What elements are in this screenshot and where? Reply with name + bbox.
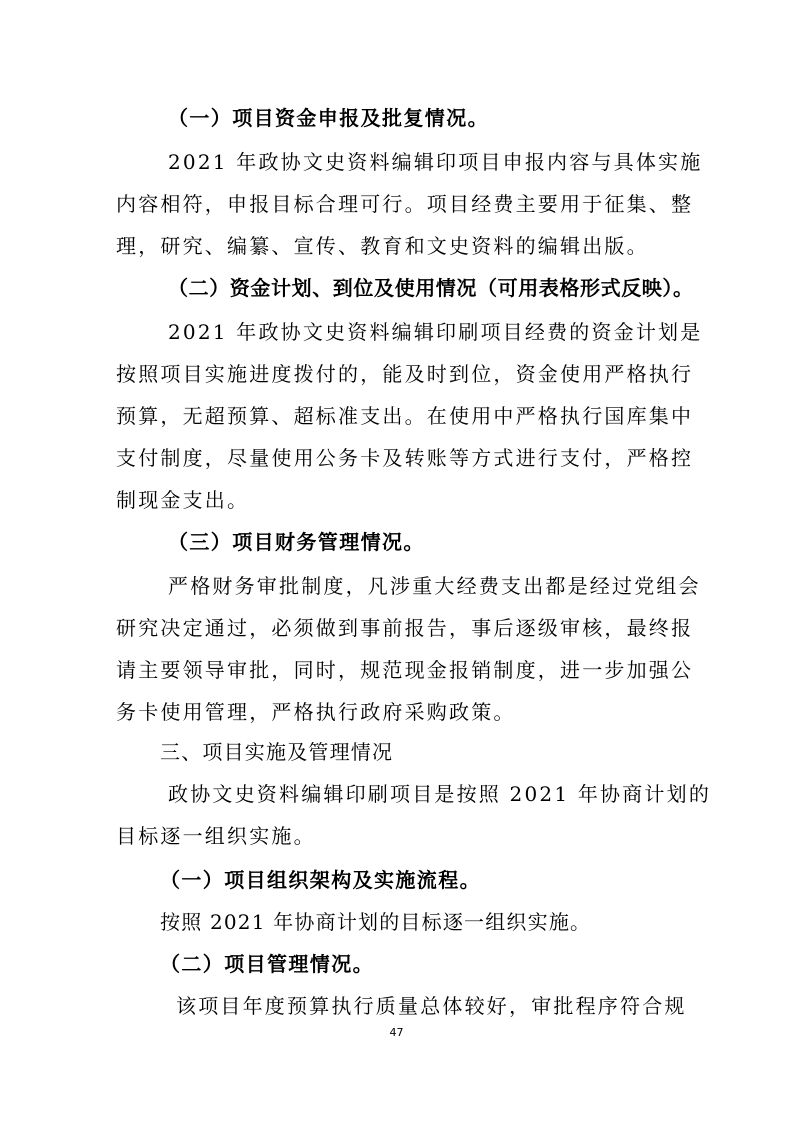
heading-financial-management: （三）项目财务管理情况。 bbox=[168, 530, 425, 554]
paragraph-line: 支付制度，尽量使用公务卡及转账等方式进行支付，严格控 bbox=[116, 446, 694, 470]
paragraph-line: 2021 年政协文史资料编辑印刷项目经费的资金计划是 bbox=[168, 320, 703, 344]
paragraph-line: 务卡使用管理，严格执行政府采购政策。 bbox=[116, 700, 516, 724]
paragraph-line: 理，研究、编纂、宣传、教育和文史资料的编辑出版。 bbox=[116, 234, 649, 258]
heading-organization: （一）项目组织架构及实施流程。 bbox=[160, 868, 481, 892]
paragraph-line: 按照项目实施进度拨付的，能及时到位，资金使用严格执行 bbox=[116, 362, 694, 386]
page-number: 47 bbox=[389, 1026, 404, 1039]
heading-fund-plan: （二）资金计划、到位及使用情况（可用表格形式反映）。 bbox=[168, 276, 694, 300]
paragraph-line: 制现金支出。 bbox=[116, 488, 250, 512]
section-heading-implementation: 三、项目实施及管理情况 bbox=[160, 740, 394, 764]
paragraph-line: 该项目年度预算执行质量总体较好，审批程序符合规 bbox=[176, 994, 687, 1018]
heading-project-management: （二）项目管理情况。 bbox=[160, 952, 374, 976]
paragraph-line: 按照 2021 年协商计划的目标逐一组织实施。 bbox=[160, 910, 592, 934]
paragraph-line: 请主要领导审批，同时，规范现金报销制度，进一步加强公 bbox=[116, 658, 694, 682]
paragraph-line: 内容相符，申报目标合理可行。项目经费主要用于征集、整 bbox=[116, 192, 694, 216]
paragraph-line: 研究决定通过，必须做到事前报告，事后逐级审核，最终报 bbox=[116, 616, 694, 640]
paragraph-line: 预算，无超预算、超标准支出。在使用中严格执行国库集中 bbox=[116, 404, 694, 428]
paragraph-line: 政协文史资料编辑印刷项目是按照 2021 年协商计划的 bbox=[168, 782, 712, 806]
paragraph-line: 目标逐一组织实施。 bbox=[116, 824, 316, 848]
paragraph-line: 严格财务审批制度，凡涉重大经费支出都是经过党组会 bbox=[168, 574, 701, 598]
heading-fund-application: （一）项目资金申报及批复情况。 bbox=[168, 106, 489, 130]
paragraph-line: 2021 年政协文史资料编辑印项目申报内容与具体实施 bbox=[168, 150, 703, 174]
